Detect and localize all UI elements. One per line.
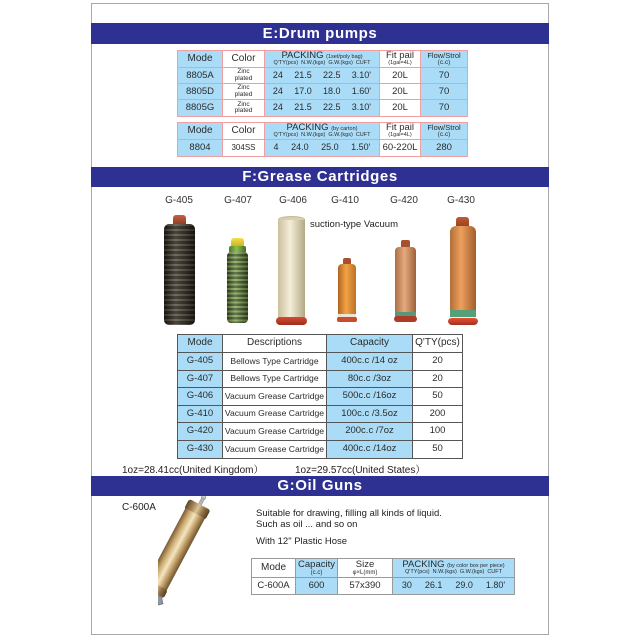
product-label-g420: G-420 (390, 195, 418, 206)
cell-packing: 24 17.0 18.0 1.60' (265, 84, 380, 100)
col-header-fit-pail: Fit pail (1gal=4L) (380, 51, 421, 68)
cartridge-g410-image (338, 264, 356, 315)
cell-mode: G-407 (178, 371, 223, 389)
cell-packing: 24 21.5 22.5 3.10' (265, 100, 380, 116)
cell-qty: 50 (413, 441, 462, 459)
cell-capacity: 100c.c /3.5oz (327, 406, 413, 424)
table-row (178, 84, 467, 100)
table-row (178, 353, 462, 371)
cartridge-g430-base-image (448, 317, 478, 325)
cell-color: Zinc plated (223, 84, 265, 100)
table-row (178, 388, 462, 406)
cell-mode: G-420 (178, 423, 223, 441)
cell-color: 304SS (223, 140, 265, 156)
section-g-banner (91, 476, 549, 496)
col-header-color: Color (223, 123, 265, 140)
cell-packing: 30 26.1 29.0 1.80' (393, 578, 514, 594)
cell-capacity: 400c.c /14 oz (327, 353, 413, 371)
table-row (178, 100, 467, 116)
cartridge-g405-image (164, 224, 195, 325)
footnote-us: 1oz=29.57cc(United States） (295, 465, 426, 476)
table-row (178, 140, 467, 156)
table-row (178, 371, 462, 389)
cell-fit-pail: 20L (380, 68, 421, 84)
cell-mode: G-410 (178, 406, 223, 424)
cell-mode: 8805A (178, 68, 223, 84)
cartridge-g430-ring-image (450, 310, 476, 317)
cell-qty: 20 (413, 353, 462, 371)
cell-packing: 24 21.5 22.5 3.10' (265, 68, 380, 84)
cell-capacity: 500c.c /16oz (327, 388, 413, 406)
suction-type-annotation: suction-type Vacuum (310, 219, 399, 230)
col-header-capacity: Capacity (c.c) (296, 559, 338, 578)
col-header-descriptions: Descriptions (223, 335, 327, 353)
col-header-packing: PACKING (by color box per piece) Q'TY(pcs) N.W.(kgs) G.W.(kgs) CUFT (393, 559, 514, 578)
cell-flow: 70 (421, 100, 467, 116)
col-header-mode: Mode (178, 51, 223, 68)
cell-description: Vacuum Grease Cartridge (223, 441, 327, 459)
col-header-packing: PACKING (by carton) Q'TY(pcs) N.W.(kgs) G.W.(kgs) CUFT (265, 123, 380, 140)
oil-gun-description-line3: With 12" Plastic Hose (256, 536, 348, 547)
cell-mode: 8805D (178, 84, 223, 100)
cell-description: Vacuum Grease Cartridge (223, 388, 327, 406)
cell-fit-pail: 20L (380, 84, 421, 100)
cell-capacity: 80c.c /3oz (327, 371, 413, 389)
cell-mode: G-430 (178, 441, 223, 459)
cell-mode: 8804 (178, 140, 223, 156)
cartridge-g420-image (395, 247, 416, 313)
cell-capacity: 400c.c /14oz (327, 441, 413, 459)
col-header-flow: Flow/Strol (c.c) (421, 51, 467, 68)
cell-qty: 100 (413, 423, 462, 441)
col-header-packing: PACKING (1set/poly bag) Q'TY(pcs) N.W.(kgs) G.W.(kgs) CUFT (265, 51, 380, 68)
footnote-uk: 1oz=28.41cc(United Kingdom） (122, 465, 264, 476)
cartridge-g407-image (227, 252, 248, 323)
table-header-row (178, 123, 467, 140)
oil-guns-table (251, 558, 515, 595)
product-label-g430: G-430 (447, 195, 475, 206)
col-header-mode: Mode (178, 123, 223, 140)
drum-pumps-table-2 (177, 122, 468, 157)
cell-description: Bellows Type Cartridge (223, 371, 327, 389)
oil-gun-description-line1: Suitable for drawing, filling all kinds of liquid. (256, 508, 442, 519)
product-label-g407: G-407 (224, 195, 252, 206)
cell-mode: C-600A (252, 578, 296, 594)
col-header-color: Color (223, 51, 265, 68)
cell-color: Zinc plated (223, 100, 265, 116)
drum-pumps-table-1 (177, 50, 468, 117)
table-row (252, 578, 514, 594)
cartridge-g406-base-image (276, 317, 307, 325)
cartridge-g410-base-image (337, 317, 357, 322)
cell-description: Bellows Type Cartridge (223, 353, 327, 371)
cell-flow: 70 (421, 84, 467, 100)
table-row (178, 68, 467, 84)
product-label-g405: G-405 (165, 195, 193, 206)
product-label-g406: G-406 (279, 195, 307, 206)
cell-capacity: 600 (296, 578, 338, 594)
cell-color: Zinc plated (223, 68, 265, 84)
grease-cartridges-table (177, 334, 463, 459)
col-header-mode: Mode (178, 335, 223, 353)
col-header-qty: Q'TY(pcs) (413, 335, 462, 353)
oil-gun-description-line2: Such as oil ... and so on (256, 519, 358, 530)
cell-capacity: 200c.c /7oz (327, 423, 413, 441)
product-label-c600a: C-600A (122, 502, 156, 513)
table-row (178, 406, 462, 424)
cartridge-g420-base-image (394, 316, 417, 322)
col-header-capacity: Capacity (327, 335, 413, 353)
section-f-title: F:Grease Cartridges (242, 168, 398, 185)
cartridge-g406-image (278, 220, 305, 318)
col-header-fit-pail: Fit pail (1gal=4L) (380, 123, 421, 140)
cell-description: Vacuum Grease Cartridge (223, 423, 327, 441)
section-g-title: G:Oil Guns (277, 477, 363, 494)
col-header-flow: Flow/Strol (c.c) (421, 123, 467, 140)
oil-gun-image (158, 496, 260, 622)
table-row (178, 441, 462, 459)
cell-mode: G-406 (178, 388, 223, 406)
section-e-title: E:Drum pumps (262, 25, 378, 42)
table-row (178, 423, 462, 441)
cell-qty: 20 (413, 371, 462, 389)
cell-size: 57x390 (338, 578, 393, 594)
cell-mode: 8805G (178, 100, 223, 116)
cell-flow: 280 (421, 140, 467, 156)
col-header-size: Size φ×L(mm) (338, 559, 393, 578)
product-label-g410: G-410 (331, 195, 359, 206)
section-e-banner (91, 23, 549, 44)
table-header-row (178, 335, 462, 353)
cell-flow: 70 (421, 68, 467, 84)
col-header-mode: Mode (252, 559, 296, 578)
cell-qty: 50 (413, 388, 462, 406)
cell-qty: 200 (413, 406, 462, 424)
section-f-banner (91, 167, 549, 187)
cell-fit-pail: 60-220L (380, 140, 421, 156)
table-header-row (178, 51, 467, 68)
cell-description: Vacuum Grease Cartridge (223, 406, 327, 424)
cell-packing: 4 24.0 25.0 1.50' (265, 140, 380, 156)
cell-fit-pail: 20L (380, 100, 421, 116)
cell-mode: G-405 (178, 353, 223, 371)
table-header-row (252, 559, 514, 578)
cartridge-g430-image (450, 226, 476, 312)
